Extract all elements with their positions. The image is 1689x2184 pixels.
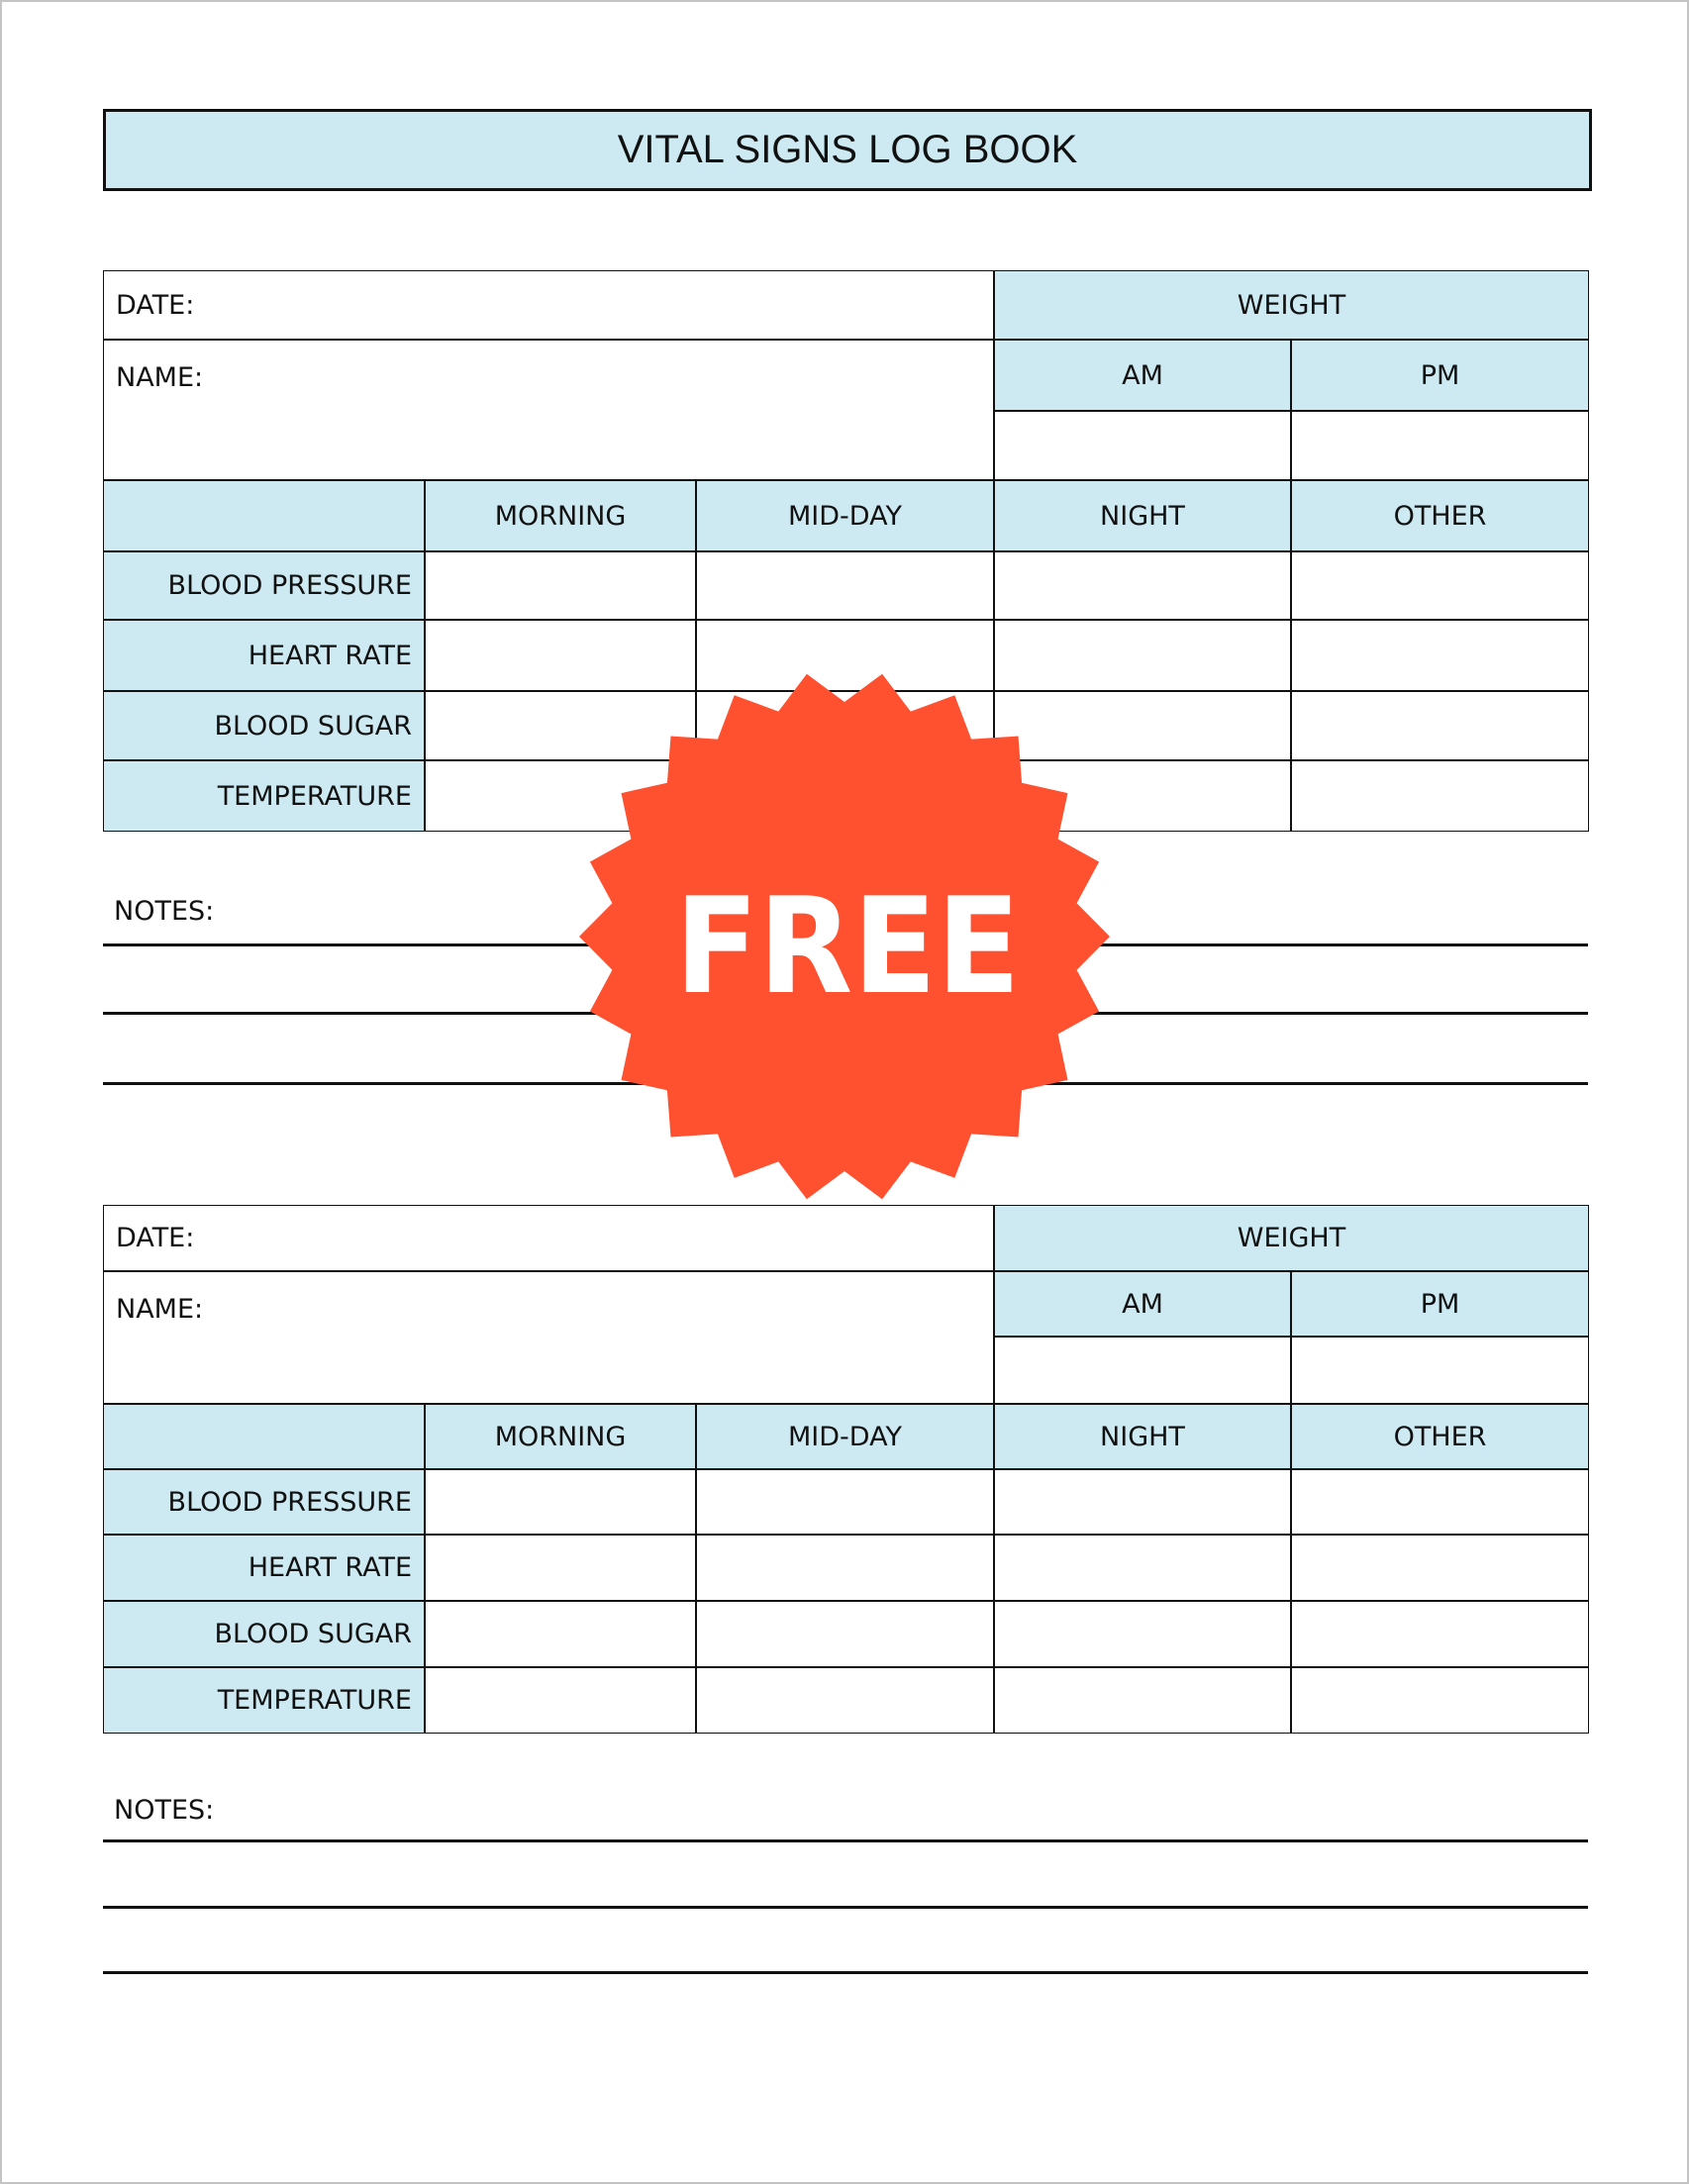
section-2-row-header-label: BLOOD SUGAR (214, 1619, 412, 1649)
section-2-column-header-label: OTHER (1393, 1421, 1487, 1452)
section-2-name-field-label: NAME: (116, 1294, 204, 1325)
section-1-date-field-label: DATE: (116, 289, 195, 321)
section-1-column-header-label: MID-DAY (788, 500, 902, 532)
section-1-notes-label: NOTES: (114, 896, 215, 927)
section-2-row-header-label: HEART RATE (248, 1552, 412, 1583)
section-1-row-header-label: BLOOD PRESSURE (167, 570, 412, 601)
section-1-row-header-label: TEMPERATURE (217, 780, 412, 812)
section-1-row-header-label: HEART RATE (248, 640, 412, 671)
section-1-row-header-label: BLOOD SUGAR (214, 710, 412, 742)
section-2-row-header-label: TEMPERATURE (217, 1685, 412, 1716)
section-1-name-field-label: NAME: (116, 362, 204, 393)
section-2-column-header-label: NIGHT (1100, 1421, 1185, 1452)
section-2-weight-am-header-label: AM (1122, 1288, 1163, 1320)
section-1-weight-header-label: WEIGHT (1237, 289, 1346, 321)
page-title: VITAL SIGNS LOG BOOK (103, 109, 1592, 191)
section-2-column-header-label: MID-DAY (788, 1421, 902, 1452)
free-badge-text: FREE (674, 869, 1021, 1024)
section-1-weight-am-header-label: AM (1122, 359, 1163, 391)
section-1-column-header-label: MORNING (494, 500, 627, 532)
section-2-notes-label: NOTES: (114, 1795, 215, 1826)
section-1-column-header-label: OTHER (1393, 500, 1487, 532)
section-2-weight-header-label: WEIGHT (1237, 1223, 1346, 1253)
section-2-column-header-label: MORNING (494, 1421, 627, 1452)
section-1-column-header-label: NIGHT (1100, 500, 1185, 532)
section-1-weight-pm-header-label: PM (1420, 359, 1460, 391)
section-2-weight-pm-header-label: PM (1420, 1288, 1460, 1320)
section-2-row-header-label: BLOOD PRESSURE (167, 1486, 412, 1518)
section-2-date-field-label: DATE: (116, 1223, 195, 1253)
